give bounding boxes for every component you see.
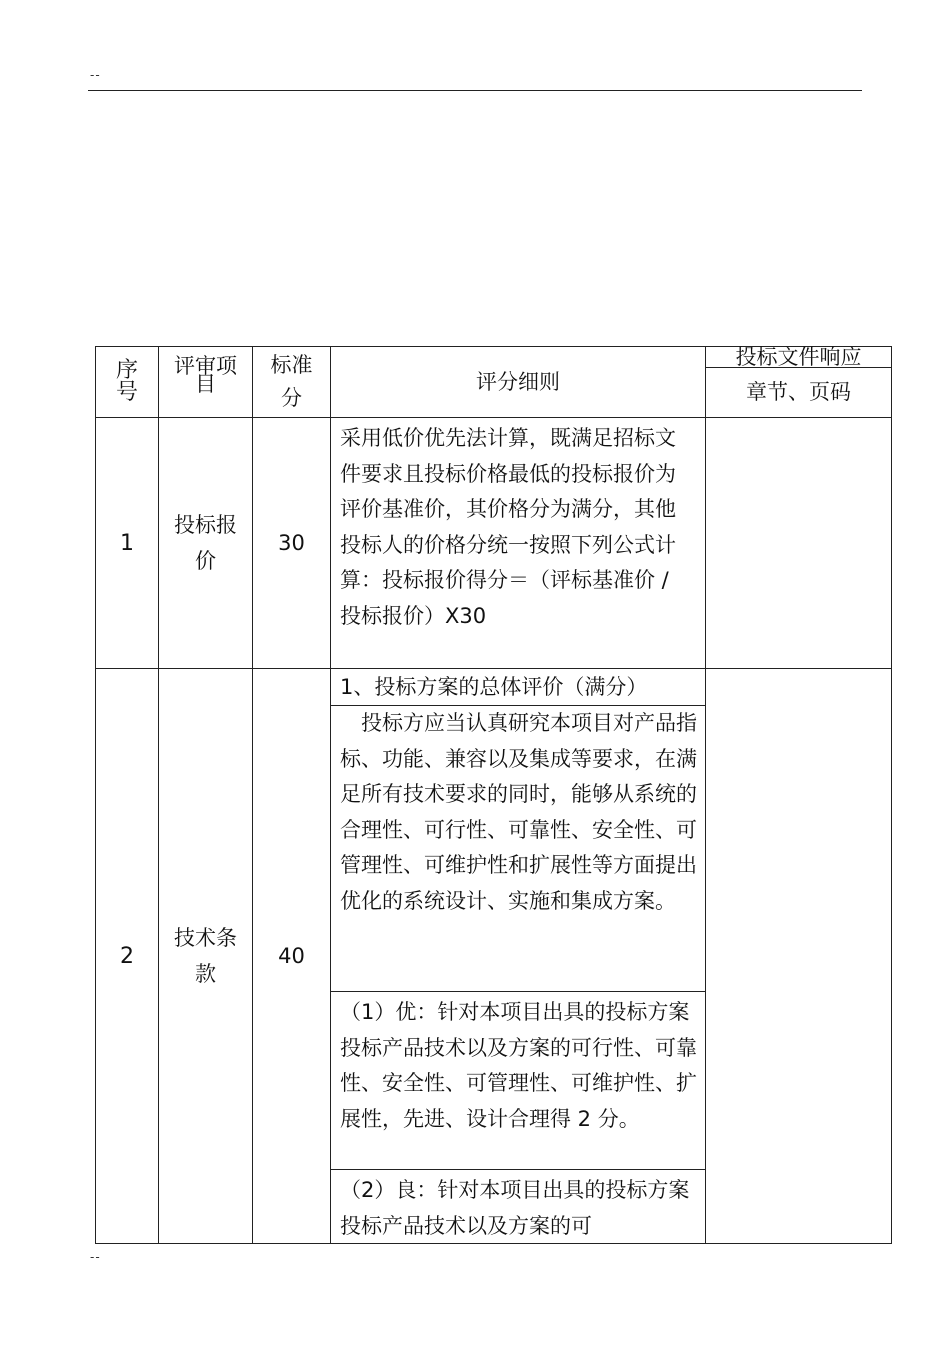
header-seq-label: 序号	[115, 358, 138, 405]
header-seq	[96, 347, 159, 418]
header-response	[706, 347, 892, 418]
row1-seq: 1	[96, 418, 159, 669]
header-item	[159, 347, 253, 418]
table-row	[96, 418, 892, 669]
row2-item-label: 技术条款	[174, 926, 237, 986]
header-item-label: 评审项目	[174, 354, 237, 396]
table-header-row	[96, 347, 892, 418]
header-mark: --	[90, 68, 101, 82]
row2-grade-good: （2）良：针对本项目出具的投标方案投标产品技术以及方案的可	[340, 1178, 690, 1238]
row1-item	[159, 418, 253, 669]
header-response-line2: 章节、页码	[746, 380, 851, 404]
row2-seq: 2	[96, 669, 159, 1244]
row1-detail	[331, 418, 706, 669]
row2-detail	[331, 669, 706, 1244]
row2-grade-excellent: （1）优：针对本项目出具的投标方案投标产品技术以及方案的可行性、可靠性、安全性、可管理性、可维护性、扩展性，先进、设计合理得 2 分。	[331, 992, 705, 1170]
header-detail: 评分细则	[331, 347, 706, 418]
row1-item-label: 投标报价	[174, 513, 237, 573]
row2-item	[159, 669, 253, 1244]
row1-score: 30	[253, 418, 331, 669]
table-row	[96, 669, 892, 1244]
header-response-line1: 投标文件响应	[706, 347, 891, 368]
scoring-table	[95, 346, 892, 1244]
header-score	[253, 347, 331, 418]
row2-subsection-title: 1、投标方案的总体评价（满分）	[331, 669, 705, 706]
header-rule	[88, 90, 862, 91]
footer-mark: --	[90, 1250, 101, 1264]
row2-subsection-description: 投标方应当认真研究本项目对产品指标、功能、兼容以及集成等要求，在满足所有技术要求的同时，能够从系统的合理性、可行性、可靠性、安全性、可管理性、可维护性和扩展性等方面提出优化的系统设计、实施和集成方案。	[331, 706, 705, 992]
row2-response	[706, 669, 892, 1244]
row1-detail-text: 采用低价优先法计算，既满足招标文件要求且投标价格最低的投标报价为评价基准价，其价格分为满分，其他投标人的价格分统一按照下列公式计算：投标报价得分＝（评标基准价 / 投标报价）X30	[340, 426, 676, 628]
row1-response	[706, 418, 892, 669]
row2-score: 40	[253, 669, 331, 1244]
header-score-label: 标准分	[270, 353, 313, 410]
